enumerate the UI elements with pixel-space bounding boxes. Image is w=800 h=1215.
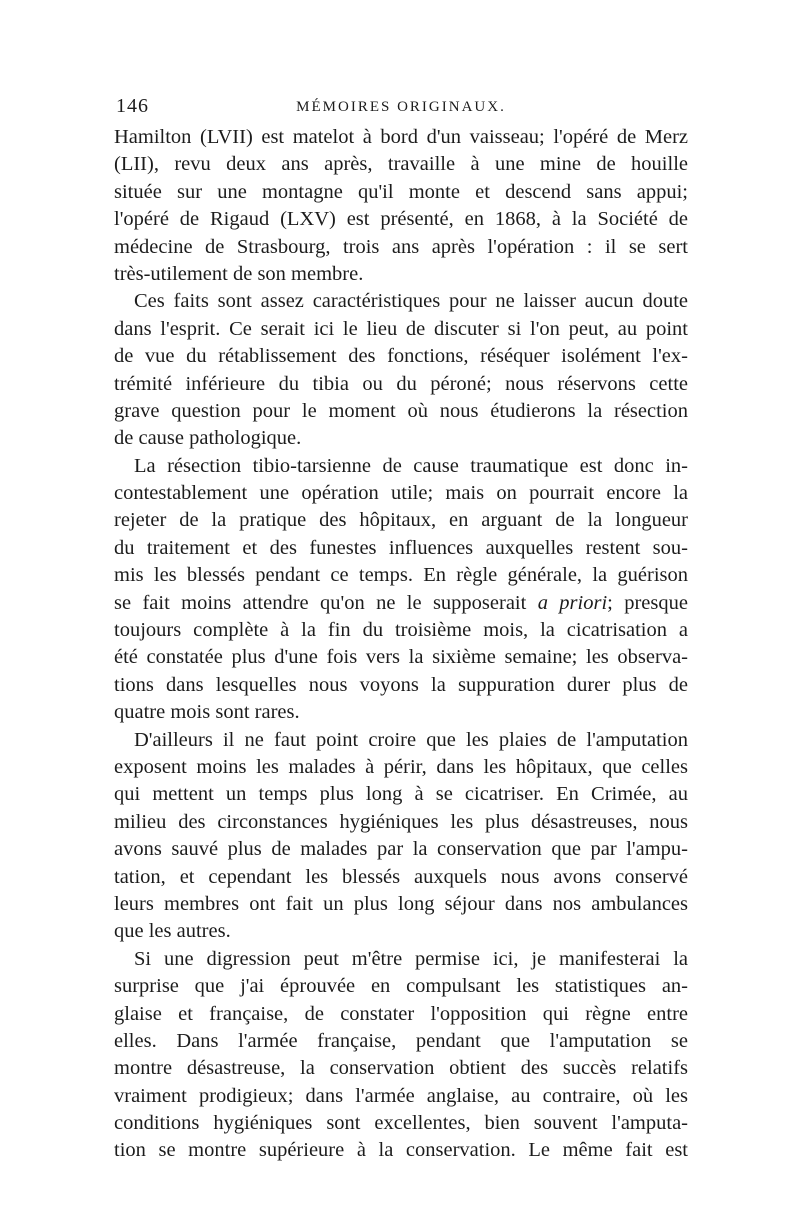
text-line: conditions hygiéniques sont excellentes, bien souvent l'amputa- bbox=[114, 1112, 688, 1135]
text-line: que les autres. bbox=[114, 920, 231, 943]
text-line: très-utilement de son membre. bbox=[114, 262, 364, 285]
text-line: trémité inférieure du tibia ou du péroné; nous réservons cette bbox=[114, 372, 688, 395]
text-line: rejeter de la pratique des hôpitaux, en arguant de la longueur bbox=[114, 509, 688, 532]
text-line: Ces faits sont assez caractéristiques pour ne laisser aucun doute bbox=[134, 290, 688, 313]
text-line: du traitement et des funestes influences auxquelles restent sou- bbox=[114, 536, 688, 559]
text-line: située sur une montagne qu'il monte et descend sans appui; bbox=[114, 180, 688, 203]
text-line: grave question pour le moment où nous étudierons la résection bbox=[114, 399, 688, 422]
text-line: D'ailleurs il ne faut point croire que les plaies de l'amputation bbox=[134, 728, 688, 751]
text-line: (LII), revu deux ans après, travaille à une mine de houille bbox=[114, 153, 688, 176]
text-line: été constatée plus d'une fois vers la sixième semaine; les observa- bbox=[114, 646, 688, 669]
text-line: se fait moins attendre qu'on ne le supposerait a priori; presque bbox=[114, 591, 688, 614]
text-line: Si une digression peut m'être permise ici, je manifesterai la bbox=[134, 947, 688, 970]
text-line: de cause pathologique. bbox=[114, 427, 302, 450]
text-line: médecine de Strasbourg, trois ans après l'opération : il se sert bbox=[114, 235, 688, 258]
text-line: contestablement une opération utile; mais on pourrait encore la bbox=[114, 482, 688, 505]
text-line: elles. Dans l'armée française, pendant que l'amputation se bbox=[114, 1029, 688, 1052]
text-line: exposent moins les malades à périr, dans les hôpitaux, que celles bbox=[114, 755, 688, 778]
text-line: toujours complète à la fin du troisième mois, la cicatrisation a bbox=[114, 619, 688, 642]
text-line: l'opéré de Rigaud (LXV) est présenté, en 1868, à la Société de bbox=[114, 208, 688, 231]
text-line: Hamilton (LVII) est matelot à bord d'un vaisseau; l'opéré de Merz bbox=[114, 126, 688, 148]
running-title: MÉMOIRES ORIGINAUX. bbox=[296, 99, 506, 115]
text-line: quatre mois sont rares. bbox=[114, 701, 300, 724]
text-line: de vue du rétablissement des fonctions, réséquer isolément l'ex- bbox=[114, 345, 688, 368]
text-line: tions dans lesquelles nous voyons la suppuration durer plus de bbox=[114, 673, 688, 696]
text-line: glaise et française, de constater l'opposition qui règne entre bbox=[114, 1002, 688, 1025]
text-line: mis les blessés pendant ce temps. En règle générale, la guérison bbox=[114, 564, 688, 587]
page-header bbox=[116, 95, 686, 121]
page-number: 146 bbox=[116, 95, 149, 117]
body-text bbox=[114, 124, 688, 1165]
text-line: tion se montre supérieure à la conservation. Le même fait est bbox=[114, 1139, 688, 1162]
text-line: vraiment prodigieux; dans l'armée anglaise, au contraire, où les bbox=[114, 1084, 688, 1107]
text-line: qui mettent un temps plus long à se cicatriser. En Crimée, au bbox=[114, 783, 688, 806]
text-line: montre désastreuse, la conservation obtient des succès relatifs bbox=[114, 1057, 688, 1080]
text-line: milieu des circonstances hygiéniques les plus désastreuses, nous bbox=[114, 810, 688, 833]
text-line: dans l'esprit. Ce serait ici le lieu de discuter si l'on peut, au point bbox=[114, 317, 688, 340]
text-line: avons sauvé plus de malades par la conservation que par l'ampu- bbox=[114, 838, 688, 861]
text-line: leurs membres ont fait un plus long séjour dans nos ambulances bbox=[114, 892, 688, 915]
text-line: surprise que j'ai éprouvée en compulsant les statistiques an- bbox=[114, 975, 688, 998]
text-line: tation, et cependant les blessés auxquels nous avons conservé bbox=[114, 865, 688, 888]
text-line: La résection tibio-tarsienne de cause traumatique est donc in- bbox=[134, 454, 688, 477]
